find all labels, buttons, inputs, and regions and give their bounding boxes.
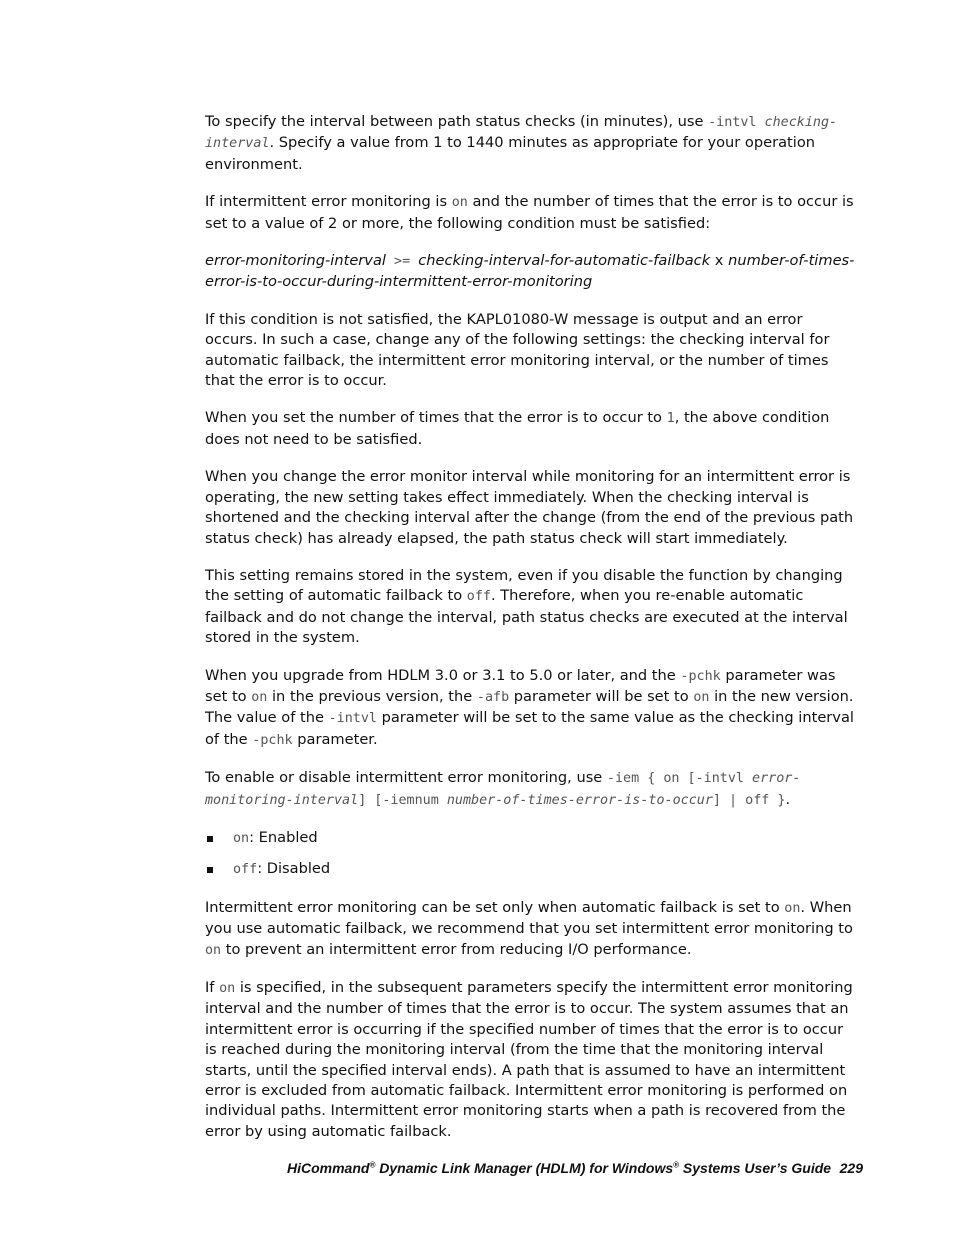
formula-operator: >= bbox=[385, 254, 419, 270]
code: off bbox=[233, 862, 258, 878]
paragraph-condition-not-satisfied: If this condition is not satisfied, the KAPL01080-W message is output and an error occurs. In such a case, change any of the following settings: the checking interval for automatic failback, the intermittent error monitoring interval, or the number of times that the error is to occur. bbox=[205, 310, 830, 390]
text: . Therefore, when you re-enable automatic failback and do not change the interval, path status checks are executed at the interval stored in the system. bbox=[205, 587, 848, 647]
code: -iem { on [-intvl bbox=[606, 771, 753, 787]
code: -pchk bbox=[680, 668, 721, 684]
paragraph-iem-recommendation bbox=[205, 898, 857, 961]
formula-term: checking-interval-for-automatic-failback bbox=[418, 252, 711, 270]
bullet-square-icon bbox=[207, 867, 213, 873]
text: is specified, in the subsequent parameters specify the intermittent error monitoring interval and the number of times that the error is to occur. The system assumes that an intermittent error is occurring if the specified number of times that the error is to occur is reached during the monitoring interval (from the time that the monitoring interval starts, until the specified interval ends). A path that is assumed to have an intermittent error is excluded from automatic failback. Intermittent error monitoring is performed on individual paths. Intermittent error monitoring starts when a path is recovered from the error by using automatic failback. bbox=[205, 979, 853, 1140]
text: If bbox=[205, 979, 220, 996]
code: -intvl bbox=[708, 115, 757, 130]
text: When you upgrade from HDLM 3.0 or 3.1 to 5.0 or later, and the bbox=[205, 666, 681, 684]
text: and the number of times that the error is to occur is set to a value of 2 or more, the following condition must be satisfied: bbox=[205, 193, 854, 232]
paragraph-iem-details bbox=[205, 978, 857, 1142]
text: When you set the number of times that the error is to occur to bbox=[205, 409, 667, 427]
code: on bbox=[451, 195, 468, 211]
code: on bbox=[784, 900, 801, 916]
paragraph-setting-stored bbox=[205, 566, 857, 649]
code: 1 bbox=[666, 411, 675, 427]
text: Dynamic Link Manager (HDLM) for Windows bbox=[375, 1160, 674, 1176]
code-italic: number-of-times-error-is-to-occur bbox=[446, 792, 713, 808]
text: . When you use automatic failback, we recommend that you set intermittent error monitoring to bbox=[205, 898, 853, 938]
code-italic: checking-interval bbox=[205, 115, 838, 152]
code: ] | off } bbox=[712, 792, 786, 808]
paragraph-condition-intro bbox=[205, 192, 857, 234]
formula-operator: x bbox=[710, 252, 729, 270]
code-italic: error-monitoring-interval bbox=[205, 771, 801, 808]
iem-options-list bbox=[205, 828, 857, 881]
text: parameter. bbox=[292, 730, 378, 748]
text: Intermittent error monitoring can be set only when automatic failback is set to bbox=[205, 898, 785, 916]
code: on bbox=[219, 981, 236, 996]
text: in the new version. The value of the bbox=[205, 687, 854, 727]
page-body bbox=[205, 112, 857, 1159]
text: parameter will be set to bbox=[509, 687, 694, 705]
code: on bbox=[251, 689, 268, 705]
registered-mark: ® bbox=[369, 1160, 376, 1170]
code: -intvl bbox=[328, 711, 377, 727]
text: parameter will be set to the same value as the checking interval of the bbox=[205, 709, 854, 748]
list-item bbox=[205, 859, 857, 880]
text: To specify the interval between path status checks (in minutes), use bbox=[205, 113, 709, 130]
text: . Specify a value from 1 to 1440 minutes as appropriate for your operation environment. bbox=[205, 134, 815, 173]
code: off bbox=[466, 589, 491, 605]
text: parameter was set to bbox=[205, 666, 836, 705]
list-item bbox=[205, 828, 857, 849]
code: -pchk bbox=[252, 732, 293, 748]
text: This setting remains stored in the system, even if you disable the function by changing the setting of automatic failback to bbox=[205, 566, 843, 605]
paragraph-upgrade bbox=[205, 666, 857, 752]
page-number: 229 bbox=[839, 1160, 863, 1176]
code: ] [-iemnum bbox=[358, 792, 447, 808]
text: , the above condition does not need to be satisfied. bbox=[205, 409, 830, 448]
text: : Enabled bbox=[249, 828, 318, 846]
paragraph-iem-syntax bbox=[205, 768, 857, 811]
code: on bbox=[205, 942, 222, 958]
text: HiCommand bbox=[287, 1160, 370, 1176]
text: to prevent an intermittent error from reducing I/O performance. bbox=[221, 940, 692, 958]
paragraph-intvl bbox=[205, 112, 857, 175]
text: To enable or disable intermittent error monitoring, use bbox=[205, 769, 607, 787]
paragraph-times-one bbox=[205, 408, 857, 450]
text: in the previous version, the bbox=[267, 687, 477, 705]
registered-mark: ® bbox=[673, 1160, 680, 1170]
paragraph-change-interval: When you change the error monitor interval while monitoring for an intermittent error is operating, the new setting takes effect immediately. When the checking interval is shortened and the checking interval after the change (from the end of the previous path status check) has already elapsed, the path status check will start immediately. bbox=[205, 468, 854, 547]
footer-title bbox=[287, 1160, 831, 1176]
text: Systems User’s Guide bbox=[679, 1160, 832, 1176]
paragraph-condition-formula bbox=[205, 251, 857, 293]
code: on bbox=[233, 830, 250, 846]
code: on bbox=[693, 689, 710, 705]
text: . bbox=[785, 790, 791, 808]
formula-term: number-of-times-error-is-to-occur-during-intermittent-error-monitoring bbox=[205, 252, 855, 291]
bullet-square-icon bbox=[207, 836, 213, 842]
formula-term: error-monitoring-interval bbox=[205, 252, 386, 270]
code: -afb bbox=[476, 689, 510, 705]
text: : Disabled bbox=[257, 860, 331, 878]
text: If intermittent error monitoring is bbox=[205, 193, 452, 211]
